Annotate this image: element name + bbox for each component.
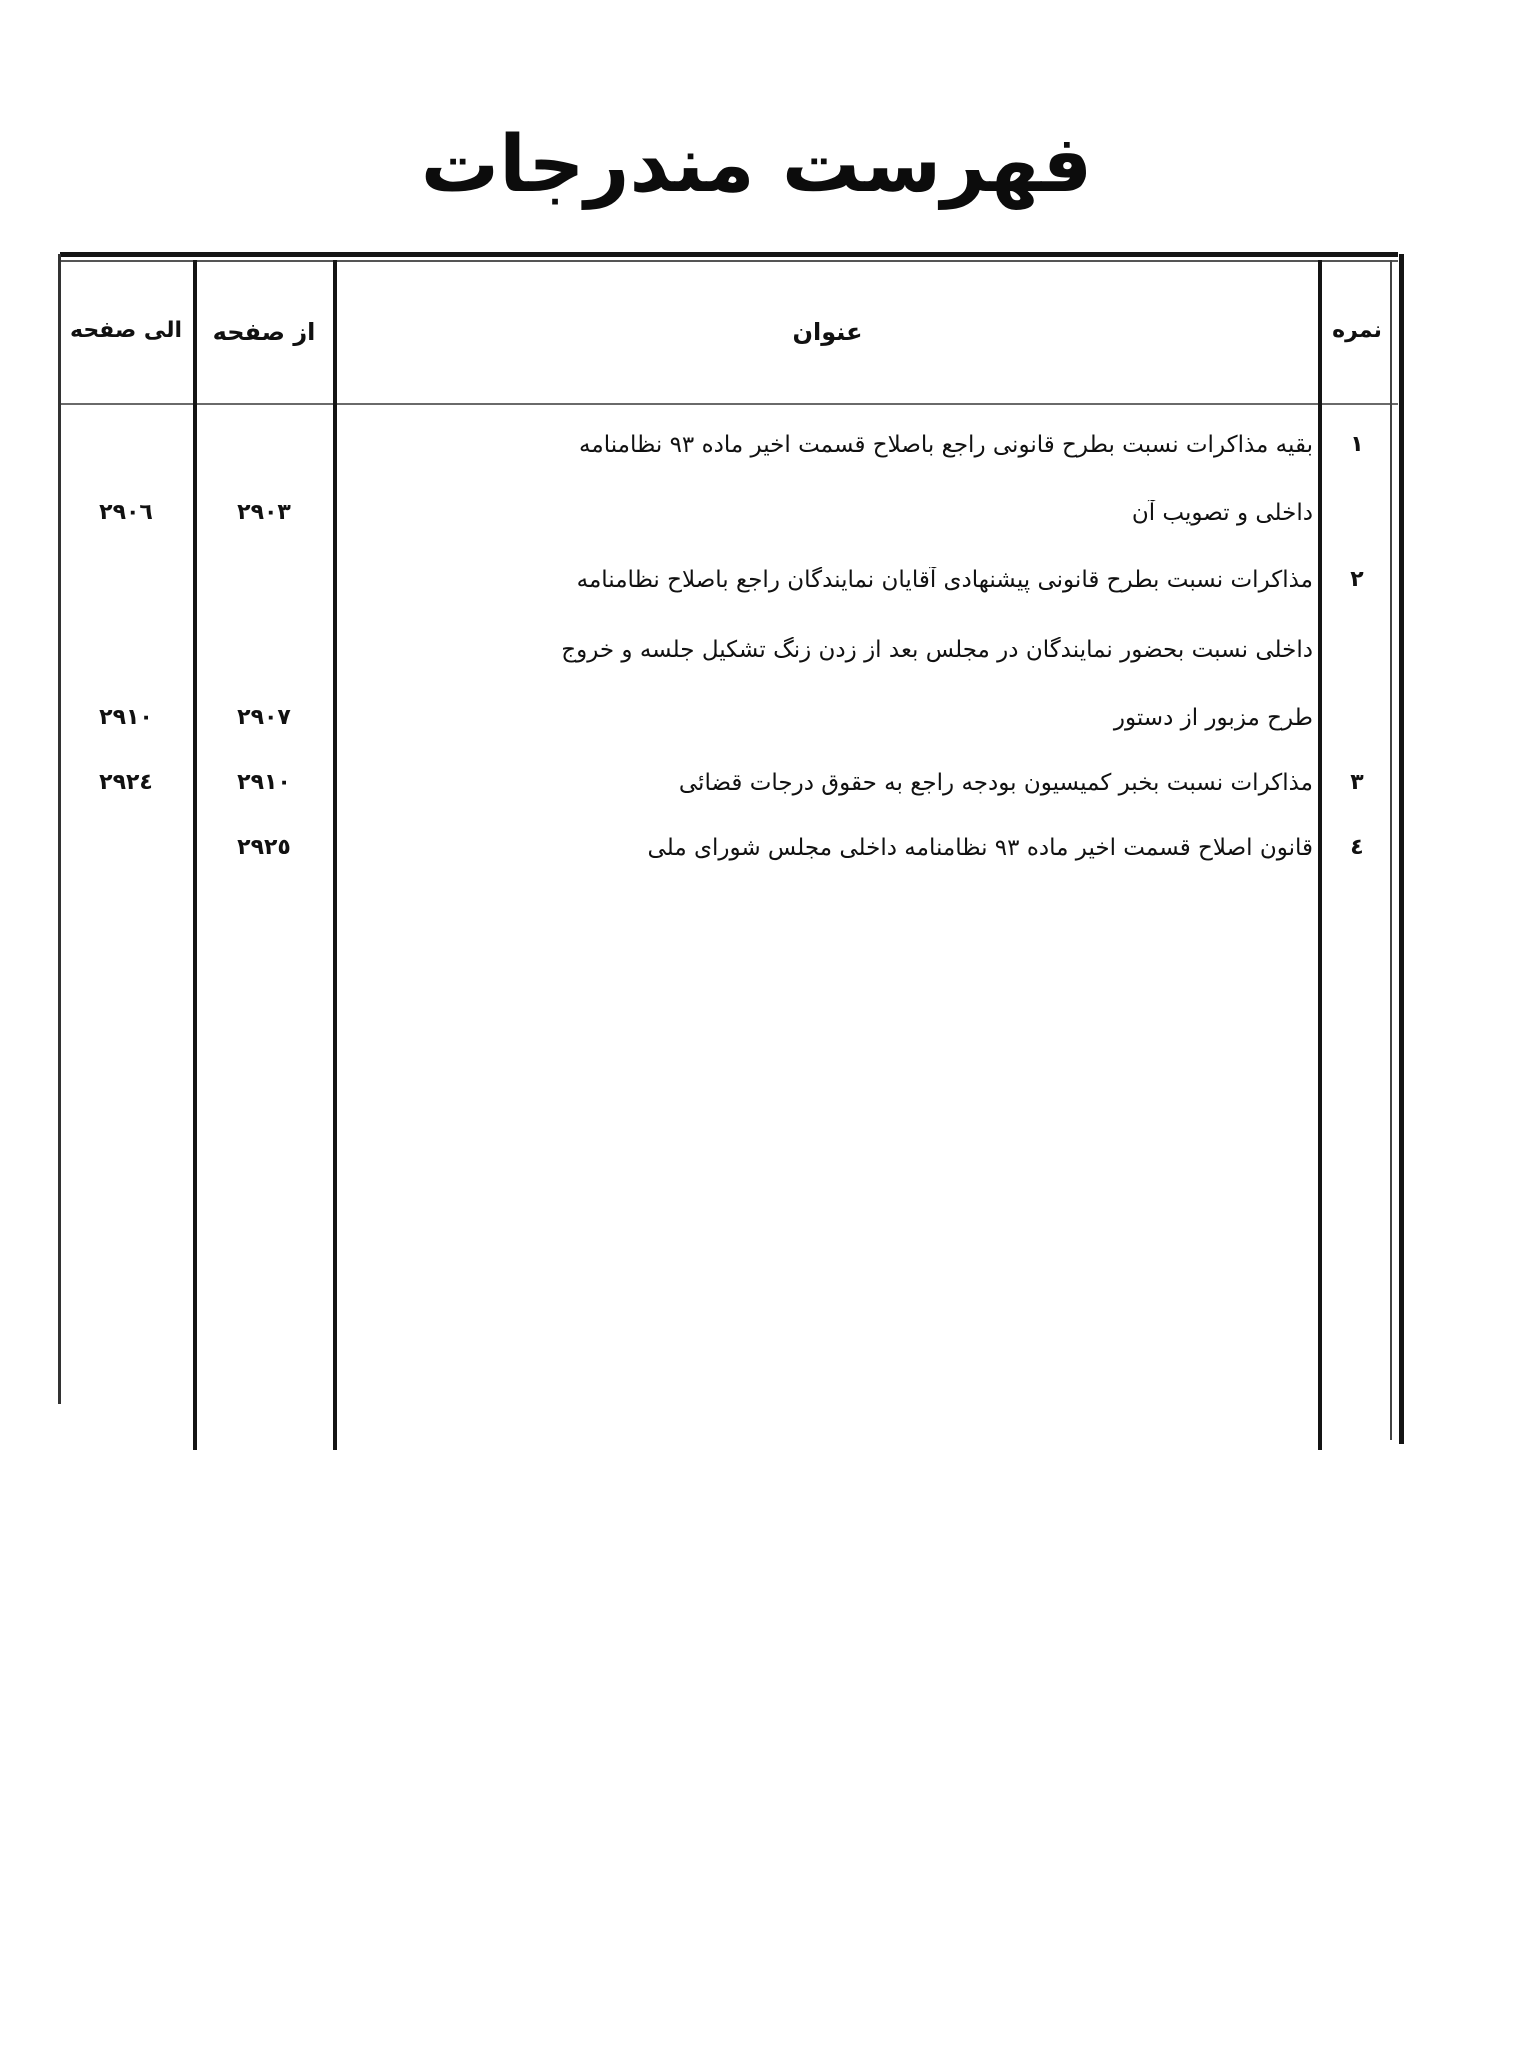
header-from-page: از صفحه	[212, 318, 316, 346]
row-index: ٣	[1350, 770, 1364, 795]
table-right-border-inner	[1390, 260, 1392, 1440]
header-title: عنوان	[792, 318, 863, 346]
row-title-line: داخلی نسبت بحضور نمایندگان در مجلس بعد از زدن زنگ تشکیل جلسه و خروج	[561, 637, 1313, 663]
table-top-rule	[60, 252, 1398, 257]
row-from-page: ٢٩٠٣	[237, 500, 291, 525]
row-from-page: ٢٩١٠	[237, 770, 291, 795]
table-header-rule	[60, 403, 1398, 405]
header-index: نمره	[1332, 318, 1382, 343]
table-left-border	[58, 254, 61, 1404]
column-divider-to-from	[193, 260, 197, 1450]
row-to-page: ٢٩١٠	[99, 705, 153, 730]
row-title-line: بقیه مذاکرات نسبت بطرح قانونی راجع باصلاح قسمت اخیر ماده ٩٣ نظامنامه	[579, 432, 1313, 458]
page-title: فهرست مندرجات	[420, 120, 1093, 210]
table-top-rule-inner	[60, 260, 1398, 262]
row-title-line: مذاکرات نسبت بطرح قانونی پیشنهادی آقایان نمایندگان راجع باصلاح نظامنامه	[576, 567, 1313, 593]
row-title-line: قانون اصلاح قسمت اخیر ماده ٩٣ نظامنامه داخلی مجلس شورای ملی	[647, 835, 1313, 861]
row-index: ٢	[1350, 567, 1364, 592]
row-index: ٤	[1350, 835, 1364, 860]
header-to-page: الی صفحه	[69, 318, 182, 343]
row-to-page: ٢٩٢٤	[99, 770, 153, 795]
row-from-page: ٢٩٠٧	[237, 705, 291, 730]
column-divider-from-title	[333, 260, 337, 1450]
row-index: ١	[1350, 432, 1364, 457]
table-right-border	[1399, 254, 1404, 1444]
row-title-line: مذاکرات نسبت بخبر کمیسیون بودجه راجع به حقوق درجات قضائی	[678, 770, 1313, 796]
row-to-page: ٢٩٠٦	[99, 500, 153, 525]
column-divider-title-index	[1318, 260, 1322, 1450]
row-from-page: ٢٩٢٥	[237, 835, 291, 860]
row-title-line: طرح مزبور از دستور	[1113, 705, 1313, 731]
row-title-line: داخلی و تصویب آن	[1131, 500, 1313, 526]
